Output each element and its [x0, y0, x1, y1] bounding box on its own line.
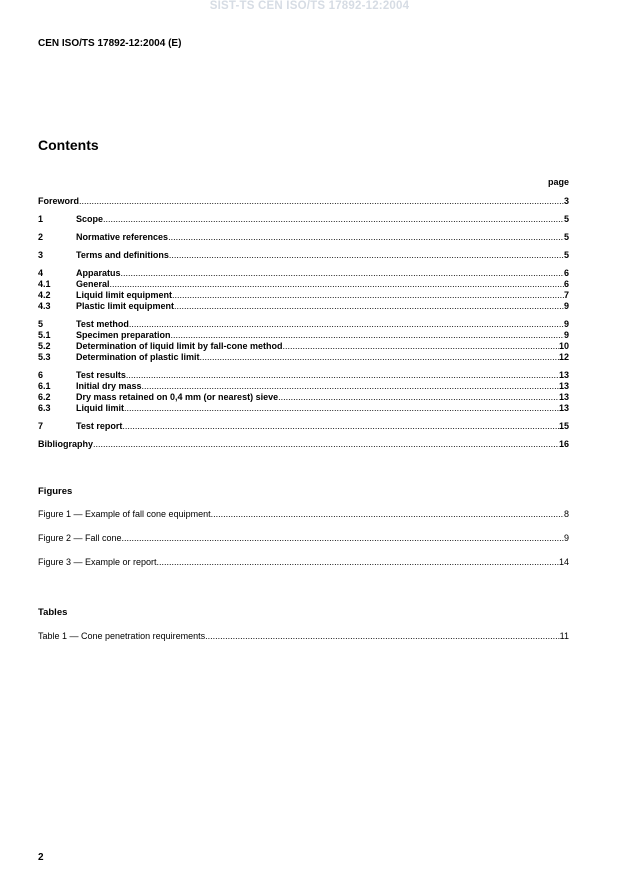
toc-entry[interactable] [38, 439, 569, 450]
figure-entry[interactable] [38, 533, 569, 557]
figure-entry-title: Figure 1 — Example of fall cone equipment [38, 509, 211, 519]
toc-dot-leader [283, 341, 559, 352]
toc-entry[interactable] [38, 381, 569, 392]
document-id-header: CEN ISO/TS 17892-12:2004 (E) [38, 38, 182, 49]
figure-entry[interactable] [38, 557, 569, 581]
toc-dot-leader [171, 330, 564, 341]
toc-entry[interactable] [38, 301, 569, 312]
toc-dot-leader [110, 279, 564, 290]
figure-entry-page: 14 [558, 557, 569, 567]
toc-entry-page: 3 [563, 196, 569, 206]
toc-entry[interactable] [38, 196, 569, 207]
toc-entry-page: 9 [563, 330, 569, 340]
toc-entry-title: Plastic limit equipment [76, 301, 175, 311]
toc-entry-page: 13 [558, 370, 569, 380]
toc-entry-page: 13 [558, 381, 569, 391]
toc-entry-title: Terms and definitions [76, 250, 169, 260]
toc-dot-leader [142, 381, 559, 392]
toc-entry-title: Determination of plastic limit [76, 352, 200, 362]
toc-entry-page: 5 [563, 232, 569, 242]
toc-entry-title: Scope [76, 214, 104, 224]
toc-entry[interactable] [38, 403, 569, 414]
toc-dot-leader [126, 370, 559, 381]
figure-entry[interactable] [38, 509, 569, 533]
toc-dot-leader [124, 403, 559, 414]
figures-heading: Figures [38, 486, 73, 497]
toc-entry[interactable] [38, 341, 569, 352]
toc-dot-leader [93, 439, 559, 450]
toc-entry-number: 2 [38, 232, 44, 242]
toc-entry[interactable] [38, 319, 569, 330]
figure-entry-title: Figure 3 — Example or report [38, 557, 157, 567]
toc-entry-title: General [76, 279, 110, 289]
toc-entry-page: 6 [563, 268, 569, 278]
toc-entry-number: 4.1 [38, 279, 51, 289]
toc-entry-page: 6 [563, 279, 569, 289]
dot-leader [157, 557, 559, 568]
toc-entry[interactable] [38, 352, 569, 363]
toc-entry-title: Dry mass retained on 0,4 mm (or nearest) sieve [76, 392, 279, 402]
toc-entry-number: 7 [38, 421, 44, 431]
toc-entry-page: 10 [558, 341, 569, 351]
toc-entry-title: Determination of liquid limit by fall-cone method [76, 341, 283, 351]
toc-entry-page: 7 [563, 290, 569, 300]
page-column-label: page [547, 177, 569, 187]
toc-dot-leader [103, 214, 564, 225]
toc-entry-number: 6.2 [38, 392, 51, 402]
toc-entry-number: 4.3 [38, 301, 51, 311]
toc-entry-title: Specimen preparation [76, 330, 171, 340]
toc-entry-page: 13 [558, 392, 569, 402]
table-of-contents [38, 196, 569, 450]
toc-entry-number: 5.2 [38, 341, 51, 351]
dot-leader [122, 533, 564, 544]
toc-entry-page: 5 [563, 214, 569, 224]
toc-entry[interactable] [38, 279, 569, 290]
toc-dot-leader [121, 268, 564, 279]
toc-entry-number: 6.3 [38, 403, 51, 413]
page-number: 2 [38, 852, 44, 863]
toc-dot-leader [172, 290, 564, 301]
toc-entry-number: 5.1 [38, 330, 51, 340]
toc-entry-page: 13 [558, 403, 569, 413]
toc-dot-leader [79, 196, 564, 207]
figure-entry-page: 8 [563, 509, 569, 519]
toc-entry-page: 15 [558, 421, 569, 431]
figure-entry-page: 9 [563, 533, 569, 543]
toc-entry[interactable] [38, 370, 569, 381]
toc-entry[interactable] [38, 214, 569, 225]
figures-list [38, 509, 569, 581]
toc-entry-title: Test results [76, 370, 126, 380]
toc-entry[interactable] [38, 330, 569, 341]
toc-entry[interactable] [38, 290, 569, 301]
toc-entry[interactable] [38, 268, 569, 279]
toc-dot-leader [168, 232, 564, 243]
toc-entry-title: Apparatus [76, 268, 121, 278]
toc-entry-title: Bibliography [38, 439, 94, 449]
toc-entry-number: 4 [38, 268, 44, 278]
contents-heading: Contents [38, 137, 99, 153]
toc-entry-title: Test report [76, 421, 123, 431]
toc-entry-number: 6.1 [38, 381, 51, 391]
toc-entry[interactable] [38, 250, 569, 261]
toc-entry-page: 12 [558, 352, 569, 362]
toc-entry-number: 4.2 [38, 290, 51, 300]
toc-entry-number: 5 [38, 319, 44, 329]
toc-dot-leader [169, 250, 564, 261]
toc-entry-page: 9 [563, 319, 569, 329]
toc-dot-leader [122, 421, 559, 432]
toc-entry-number: 6 [38, 370, 44, 380]
toc-entry-page: 16 [558, 439, 569, 449]
toc-entry[interactable] [38, 421, 569, 432]
toc-entry-number: 1 [38, 214, 44, 224]
toc-entry-title: Initial dry mass [76, 381, 142, 391]
table-entry-title: Table 1 — Cone penetration requirements [38, 631, 206, 641]
dot-leader [205, 631, 560, 642]
watermark: SIST-TS CEN ISO/TS 17892-12:2004 [209, 0, 410, 12]
toc-entry-title: Liquid limit [76, 403, 124, 413]
toc-entry-page: 5 [563, 250, 569, 260]
toc-entry[interactable] [38, 232, 569, 243]
toc-entry-title: Foreword [38, 196, 80, 206]
toc-dot-leader [129, 319, 564, 330]
toc-entry[interactable] [38, 392, 569, 403]
toc-dot-leader [278, 392, 559, 403]
toc-entry-number: 5.3 [38, 352, 51, 362]
table-entry[interactable] [38, 631, 569, 655]
toc-entry-title: Normative references [76, 232, 169, 242]
toc-entry-title: Liquid limit equipment [76, 290, 172, 300]
table-entry-page: 11 [559, 631, 569, 641]
toc-entry-number: 3 [38, 250, 44, 260]
toc-dot-leader [200, 352, 559, 363]
tables-heading: Tables [38, 607, 68, 618]
toc-entry-page: 9 [563, 301, 569, 311]
figure-entry-title: Figure 2 — Fall cone [38, 533, 122, 543]
toc-dot-leader [174, 301, 564, 312]
tables-list [38, 631, 569, 655]
toc-entry-title: Test method [76, 319, 129, 329]
dot-leader [211, 509, 564, 520]
